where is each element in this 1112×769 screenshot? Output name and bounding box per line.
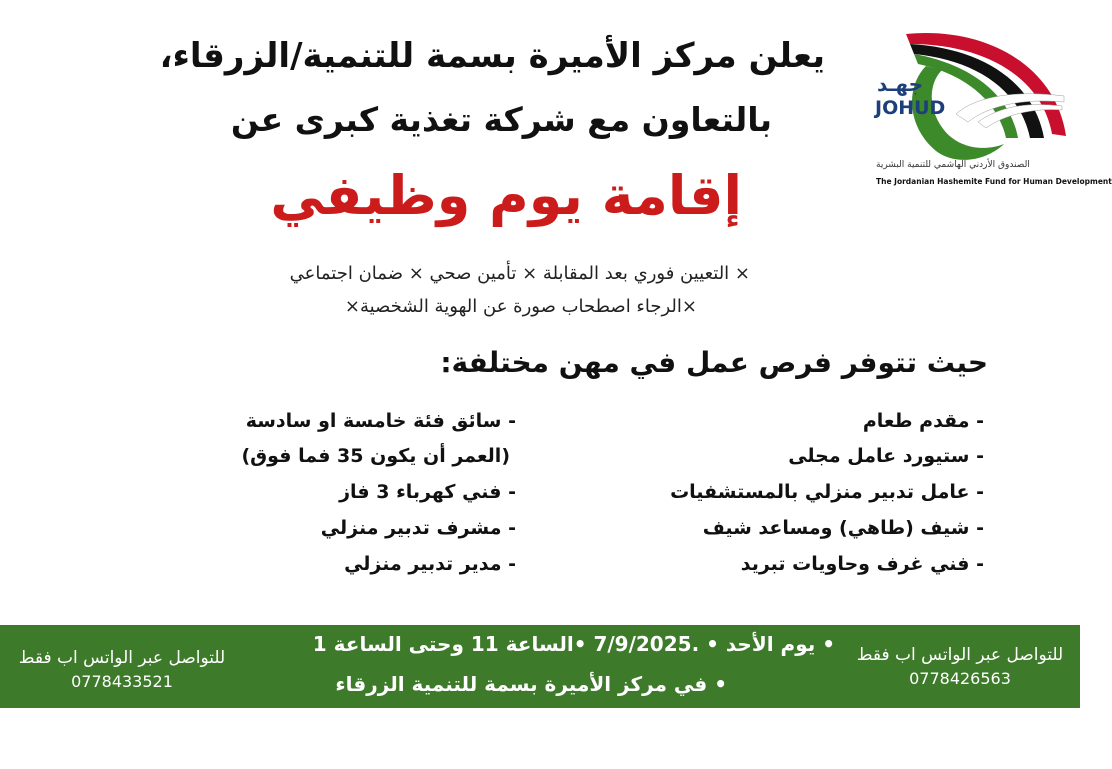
contact-left-phone: 0778433521 — [71, 672, 173, 691]
job-item: - شيف (طاهي) ومساعد شيف — [702, 517, 984, 539]
job-item: - ستيورد عامل مجلى — [788, 445, 984, 467]
job-item: - سائق فئة خامسة او سادسة — [245, 410, 516, 432]
contact-right — [845, 645, 1075, 688]
job-item: - مقدم طعام — [862, 410, 984, 432]
job-item: - مدير تدبير منزلي — [344, 553, 516, 575]
contact-left — [7, 648, 237, 691]
contact-left-label: للتواصل عبر الواتس اب فقط — [18, 648, 226, 668]
job-item: - مشرف تدبير منزلي — [320, 517, 516, 539]
job-item: - فني كهرباء 3 فاز — [339, 481, 516, 503]
job-item: - عامل تدبير منزلي بالمستشفيات — [670, 481, 984, 503]
event-date-time: • يوم الأحد • .7/9/2025 •الساعة 11 وحتى الساعة 1 — [312, 632, 835, 656]
headline-line-1: يعلن مركز الأميرة بسمة للتنمية/الزرقاء، — [159, 36, 825, 76]
jobs-heading: حيث تتوفر فرص عمل في مهن مختلفة: — [440, 346, 988, 379]
logo-subtitle-english: The Jordanian Hashemite Fund for Human Development — [876, 177, 1112, 186]
job-note: (العمر أن يكون 35 فما فوق) — [241, 445, 510, 467]
logo-english-name: JOHUD — [875, 97, 946, 119]
logo-arabic-name: جهـد — [877, 72, 924, 96]
headline-title: إقامة يوم وظيفي — [270, 164, 742, 227]
contact-right-phone: 0778426563 — [909, 669, 1011, 688]
logo-subtitle-arabic: الصندوق الأردني الهاشمي للتنمية البشرية — [876, 160, 1030, 170]
job-item: - فني غرف وحاويات تبريد — [740, 553, 984, 575]
benefits-line-2: ×الرجاء اصطحاب صورة عن الهوية الشخصية× — [344, 296, 697, 317]
headline-line-2: بالتعاون مع شركة تغذية كبرى عن — [230, 100, 772, 139]
contact-right-label: للتواصل عبر الواتس اب فقط — [856, 645, 1064, 665]
benefits-line-1: × التعيين فوري بعد المقابلة × تأمين صحي × ضمان اجتماعي — [289, 263, 750, 284]
event-location: • في مركز الأميرة بسمة للتنمية الزرقاء — [335, 672, 727, 696]
